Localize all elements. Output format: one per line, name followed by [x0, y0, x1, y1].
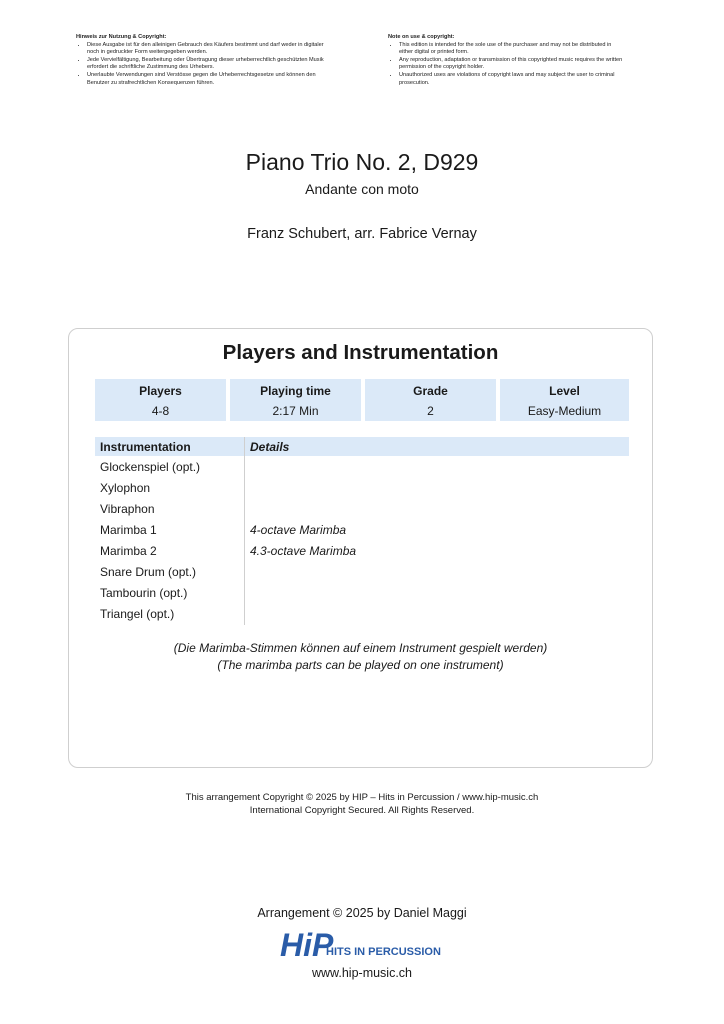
- stat-value: 4-8: [151, 404, 170, 418]
- piece-title: Piano Trio No. 2, D929: [245, 149, 479, 175]
- stat-label: Level: [549, 384, 580, 398]
- hip-logo: [278, 922, 448, 966]
- instrumentation-header-label: Instrumentation: [100, 440, 191, 454]
- stat-label: Playing time: [260, 384, 331, 398]
- stat-level: [500, 379, 629, 421]
- arrangement-credit: Arrangement © 2025 by Daniel Maggi: [257, 906, 467, 920]
- instrument-detail: 4-octave Marimba: [250, 523, 347, 537]
- instrument-row: [95, 544, 629, 564]
- instrument-detail: 4.3-octave Marimba: [250, 544, 357, 558]
- instrument-row: [95, 586, 629, 606]
- instrument-name: Xylophon: [100, 481, 151, 495]
- piece-subtitle: Andante con moto: [305, 181, 419, 197]
- details-header-label: Details: [250, 440, 290, 454]
- logo-mark: HiP: [280, 927, 334, 963]
- stat-value: Easy-Medium: [527, 404, 602, 418]
- box-title: Players and Instrumentation: [222, 341, 499, 364]
- notice-german-title: Hinweis zur Nutzung & Copyright:: [76, 34, 167, 40]
- notice-english-item: • Unauthorized uses are violations of copyright laws and may subject the user to criminal prosecution.: [399, 72, 624, 87]
- stat-label: Players: [139, 384, 182, 398]
- copyright-line: This arrangement Copyright © 2025 by HIP – Hits in Percussion / www.hip-music.ch: [185, 792, 539, 803]
- instrument-row: [95, 502, 629, 522]
- instrument-row: [95, 607, 629, 627]
- instrumentation-box: [68, 328, 653, 768]
- notice-english-item: • This edition is intended for the sole use of the purchaser and may not be distributed in either digital or printed form.: [399, 42, 624, 57]
- instrument-name: Tambourin (opt.): [100, 586, 188, 600]
- instrument-name: Marimba 1: [100, 523, 157, 537]
- notice-english: [388, 34, 624, 87]
- notice-german-item: • Jede Vervielfältigung, Bearbeitung oder Übertragung dieser urheberrechtlich geschützten Musik erfordert die schriftliche Zustimmung des Urhebers.: [87, 57, 326, 72]
- website-url: www.hip-music.ch: [311, 966, 413, 980]
- stat-value: 2:17 Min: [272, 404, 319, 418]
- stat-playing-time: [230, 379, 361, 421]
- stat-label: Grade: [413, 384, 448, 398]
- marimba-note-english: (The marimba parts can be played on one instrument): [217, 658, 504, 672]
- instrumentation-header: [95, 437, 629, 456]
- notice-german-item: • Unerlaubte Verwendungen sind Verstösse gegen die Urheberrechtsgesetze und können den Benutzer zu strafrechtlichen Konsequenzen führen.: [87, 72, 326, 87]
- instrument-name: Vibraphon: [100, 502, 155, 516]
- instrument-name: Glockenspiel (opt.): [100, 460, 201, 474]
- copyright-line: International Copyright Secured. All Rights Reserved.: [249, 805, 475, 816]
- instrument-row: [95, 523, 629, 543]
- instrument-name: Triangel (opt.): [100, 607, 175, 621]
- notice-german-item: • Diese Ausgabe ist für den alleinigen Gebrauch des Käufers bestimmt und darf weder in digitaler noch in gedruckter Form weitergegeben werden.: [87, 42, 326, 57]
- logo-text: HITS IN PERCUSSION: [326, 946, 441, 958]
- instrument-name: Marimba 2: [100, 544, 157, 558]
- instrument-row: [95, 565, 629, 585]
- marimba-note-german: (Die Marimba-Stimmen können auf einem Instrument gespielt werden): [173, 641, 548, 655]
- instrument-name: Snare Drum (opt.): [100, 565, 197, 579]
- stat-players: [95, 379, 226, 421]
- composer-credit: Franz Schubert, arr. Fabrice Vernay: [247, 226, 477, 242]
- stat-value: 2: [427, 404, 434, 418]
- notice-english-item: • Any reproduction, adaptation or transmission of this copyrighted music requires the written permission of the copyright holder.: [399, 57, 624, 72]
- instrument-row: [95, 460, 629, 480]
- instrument-row: [95, 481, 629, 501]
- notice-german: [76, 34, 326, 87]
- notice-english-title: Note on use & copyright:: [388, 34, 455, 40]
- stat-grade: [365, 379, 496, 421]
